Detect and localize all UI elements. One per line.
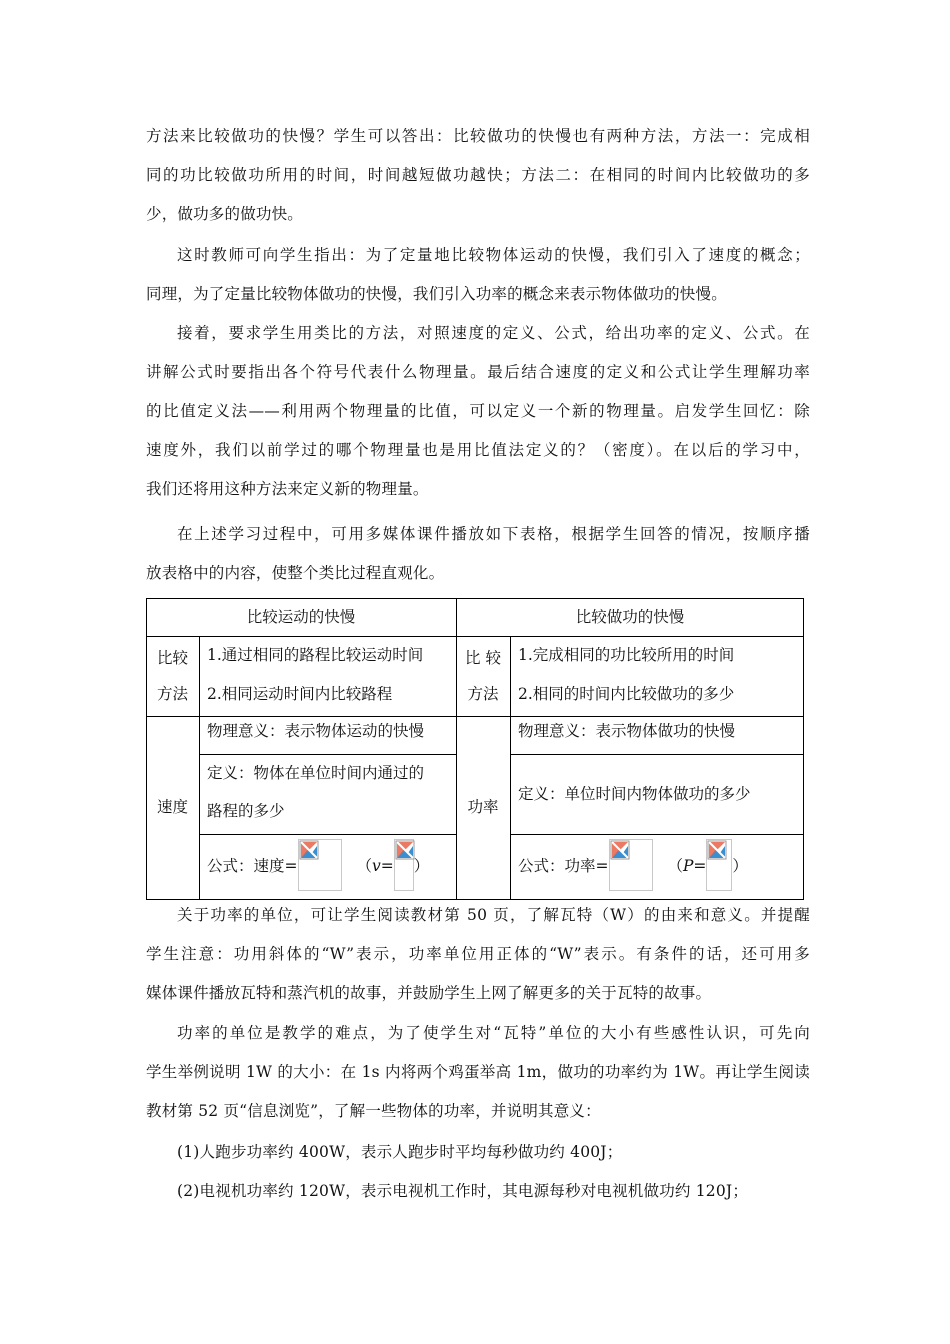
text-line: 同理，为了定量比较物体做功的快慢，我们引入功率的概念来表示物体做功的快慢。 [146,285,727,303]
formula-prefix: 公式：功率= [518,857,609,875]
text-line: 少，做功多的做功快。 [146,205,304,223]
paragraph-6 [146,1014,810,1131]
formula-image-icon [706,839,732,891]
text-line: 的比值定义法——利用两个物理量的比值，可以定义一个新的物理量。启发学生回忆：除 [146,402,810,420]
speed-meaning: 物理意义：表示物体运动的快慢 [207,722,425,740]
text-line: 功率的单位是教学的难点，为了使学生对“瓦特”单位的大小有些感性认识，可先向 [177,1024,810,1042]
text-line: 学生举例说明 1W 的大小：在 1s 内将两个鸡蛋举高 1m，做功的功率约为 1W。再让学生阅读 [146,1063,810,1081]
power-meaning: 物理意义：表示物体做功的快慢 [518,722,736,740]
list-item: (2)电视机功率约 120W，表示电视机工作时，其电源每秒对电视机做功约 120J； [177,1182,749,1200]
paragraph-2 [146,236,810,314]
symbol-v: v [371,857,381,875]
table-header-motion: 比较运动的快慢 [246,608,356,626]
equals: = [380,857,394,875]
power-definition: 定义：单位时间内物体做功的多少 [518,785,751,803]
list-item: (1)人跑步功率约 400W，表示人跑步时平均每秒做功约 400J； [177,1143,623,1161]
formula-image-icon [298,839,342,891]
text-line: 速度外，我们以前学过的哪个物理量也是用比值法定义的？（密度）。在以后的学习中， [146,441,810,459]
formula-prefix: 公式：速度= [207,857,298,875]
paragraph-5 [146,896,810,1013]
text-line: 同的功比较做功所用的时间，时间越短做功越快；方法二：在相同的时间内比较做功的多 [146,166,810,184]
paragraph-1 [146,117,810,234]
power-examples-list [146,1133,810,1211]
methods-right: 1.完成相同的功比较所用的时间 2.相同的时间内比较做功的多少 [518,646,735,703]
text-line: 放表格中的内容，使整个类比过程直观化。 [146,564,445,582]
paren-open: （ [667,857,683,875]
method-label-right: 比 较 方法 [465,649,501,703]
paren-close: ） [732,857,748,875]
text-line: 这时教师可向学生指出：为了定量地比较物体运动的快慢，我们引入了速度的概念； [177,246,810,264]
paren-open: （ [356,857,372,875]
paragraph-3 [146,314,810,509]
speed-definition: 定义：物体在单位时间内通过的 路程的多少 [207,764,425,820]
comparison-table [146,598,804,900]
text-line: 关于功率的单位，可让学生阅读教材第 50 页，了解瓦特（W）的由来和意义。并提醒 [177,906,810,924]
method-label-left: 比较 方法 [156,649,188,703]
formula-image-icon [394,839,414,891]
text-line: 媒体课件播放瓦特和蒸汽机的故事，并鼓励学生上网了解更多的关于瓦特的故事。 [146,984,712,1002]
text-line: 方法来比较做功的快慢？学生可以答出：比较做功的快慢也有两种方法，方法一：完成相 [146,127,810,145]
text-line: 我们还将用这种方法来定义新的物理量。 [146,480,429,498]
formula-image-icon [609,839,653,891]
text-line: 接着，要求学生用类比的方法，对照速度的定义、公式，给出功率的定义、公式。在 [177,324,810,342]
text-line: 讲解公式时要指出各个符号代表什么物理量。最后结合速度的定义和公式让学生理解功率 [146,363,810,381]
table-header-work: 比较做功的快慢 [575,608,685,626]
equals: = [693,857,707,875]
speed-formula [199,834,456,899]
methods-left: 1.通过相同的路程比较运动时间 2.相同运动时间内比较路程 [207,646,424,703]
symbol-p: P [682,857,694,875]
text-line: 学生注意：功用斜体的“W”表示，功率单位用正体的“W”表示。有条件的话，还可用多 [146,945,810,963]
power-formula [510,834,804,899]
paren-close: ） [413,857,430,875]
text-line: 在上述学习过程中，可用多媒体课件播放如下表格，根据学生回答的情况，按顺序播 [177,525,810,543]
power-label: 功率 [467,798,499,816]
speed-label: 速度 [156,798,188,816]
text-line: 教材第 52 页“信息浏览”，了解一些物体的功率，并说明其意义： [146,1102,601,1120]
paragraph-4 [146,515,810,593]
